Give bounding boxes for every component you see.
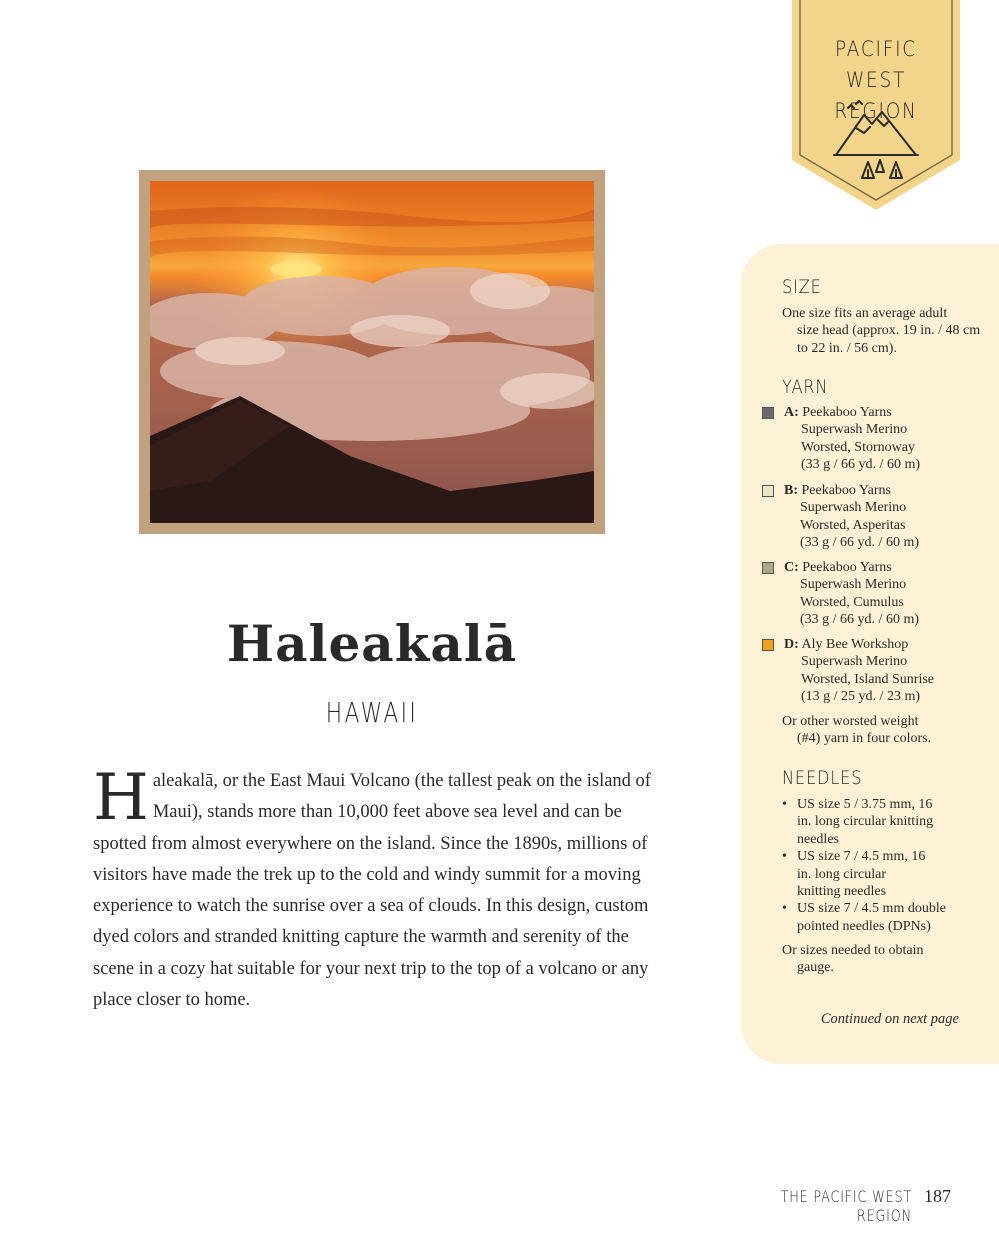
yarn-key-d: D: xyxy=(784,637,799,652)
drop-cap: H xyxy=(93,761,149,835)
needles-note xyxy=(782,942,982,977)
needles-heading: NEEDLES xyxy=(782,767,863,789)
yarn-line-c2: Worsted, Cumulus xyxy=(800,594,904,610)
banner-line-1: PACIFIC xyxy=(835,37,917,61)
needles-note-rest: gauge. xyxy=(797,960,834,976)
yarn-swatch-a xyxy=(762,407,774,419)
continued-note: Continued on next page xyxy=(820,1011,959,1027)
size-text-line1: One size fits an average adult xyxy=(782,306,948,321)
needles-note-line1: Or sizes needed to obtain xyxy=(782,943,924,958)
yarn-text-b xyxy=(784,482,974,552)
yarn-line-b3: (33 g / 66 yd. / 60 m) xyxy=(800,535,919,551)
yarn-line-b1: Superwash Merino xyxy=(800,500,907,516)
yarn-line-a3: (33 g / 66 yd. / 60 m) xyxy=(801,457,920,473)
yarn-line-c3: (33 g / 66 yd. / 60 m) xyxy=(800,612,919,628)
yarn-line-a1: Superwash Merino xyxy=(801,422,908,438)
yarn-text-d xyxy=(784,636,974,706)
page-title: Haleakalā xyxy=(226,614,518,673)
page-subtitle: HAWAII xyxy=(325,696,419,729)
yarn-brand-c: Peekaboo Yarns xyxy=(802,560,892,575)
yarn-line-c1: Superwash Merino xyxy=(800,577,907,593)
sunrise-over-clouds-photo xyxy=(150,181,594,523)
yarn-line-d1: Superwash Merino xyxy=(801,654,908,670)
banner-line-2: WEST REGION xyxy=(834,68,918,123)
yarn-line-a2: Worsted, Stornoway xyxy=(801,439,915,455)
yarn-note-line1: Or other worsted weight xyxy=(782,714,919,729)
yarn-key-a: A: xyxy=(784,405,799,420)
yarn-line-d2: Worsted, Island Sunrise xyxy=(801,671,935,687)
yarn-brand-b: Peekaboo Yarns xyxy=(801,483,891,498)
needle-item-3: • US size 7 / 4.5 mm double pointed needles (DPNs) xyxy=(782,900,972,935)
size-heading: SIZE xyxy=(782,276,822,298)
yarn-key-b: B: xyxy=(784,483,798,498)
yarn-heading: YARN xyxy=(782,376,829,398)
yarn-brand-a: Peekaboo Yarns xyxy=(802,405,892,420)
yarn-swatch-b xyxy=(762,485,774,497)
yarn-note-rest: (#4) yarn in four colors. xyxy=(797,731,932,747)
intro-text: aleakalā, or the East Maui Volcano (the tallest peak on the island of Maui), stands more than 10,000 feet above sea level and can be spotted from almost everywhere on the island. Since the 1890s, millions of visitors have made the trek up to the cold and windy summit for a moving experience to watch the sunrise over a sea of clouds. In this design, custom dyed colors and stranded knitting capture the warmth and serenity of the scene in a cozy hat suitable for your next trip to the top of a volcano or any place closer to home. xyxy=(93,771,651,1011)
yarn-text-a xyxy=(784,404,974,474)
needle-item-1: • US size 5 / 3.75 mm, 16 in. long circular knitting needles xyxy=(782,796,937,848)
needles-list xyxy=(782,796,982,935)
yarn-note xyxy=(782,713,982,748)
photo-frame xyxy=(139,170,605,534)
yarn-swatch-d xyxy=(762,639,774,651)
yarn-text-c xyxy=(784,559,974,629)
page-number: 187 xyxy=(924,1186,951,1206)
needle-item-2: • US size 7 / 4.5 mm, 16 in. long circular knitting needles xyxy=(782,848,932,900)
size-text xyxy=(782,305,982,357)
yarn-swatch-c xyxy=(762,562,774,574)
footer-section-title: THE PACIFIC WEST REGION xyxy=(780,1187,912,1225)
intro-paragraph xyxy=(93,761,658,1016)
size-text-rest: size head (approx. 19 in. / 48 cm to 22 in. / 56 cm). xyxy=(797,323,981,356)
yarn-key-c: C: xyxy=(784,560,799,575)
yarn-line-b2: Worsted, Asperitas xyxy=(800,517,906,533)
mountain-icon xyxy=(832,100,920,180)
yarn-line-d3: (13 g / 25 yd. / 23 m) xyxy=(801,689,920,705)
yarn-brand-d: Aly Bee Workshop xyxy=(801,637,909,652)
